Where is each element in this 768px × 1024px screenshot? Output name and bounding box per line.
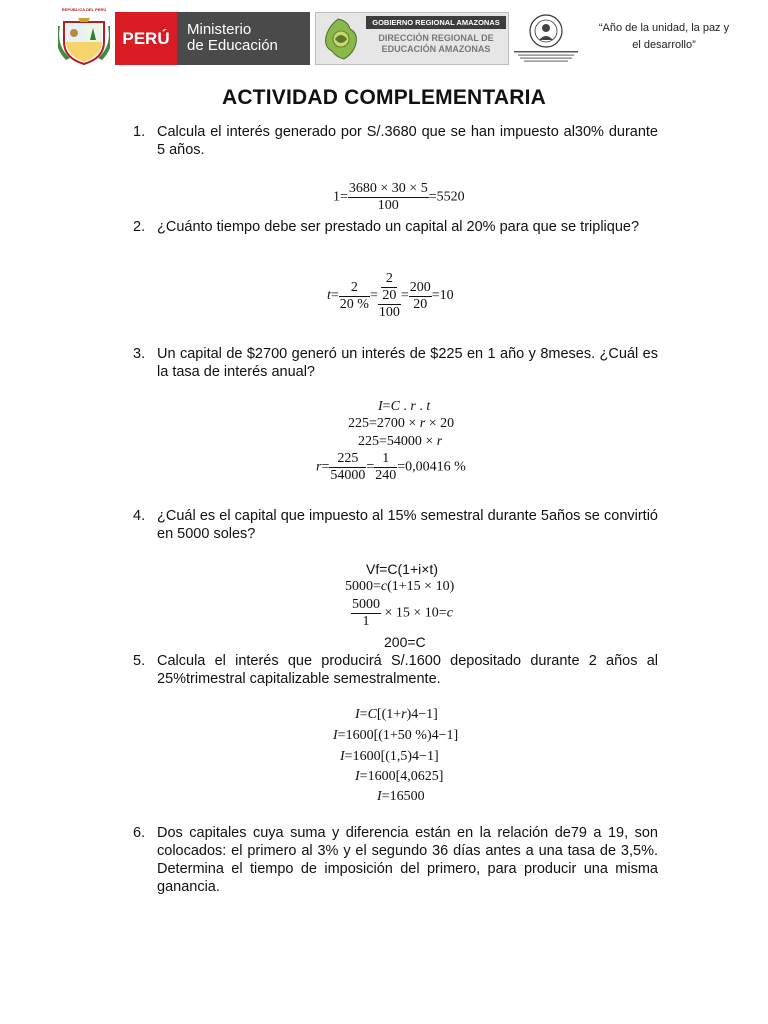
s3-f1-num: 225 [329,451,366,468]
problem-text: ¿Cuál es el capital que impuesto al 15% semestral durante 5años se convirtió en 5000 soles? [157,508,658,542]
solution-3-line-1 [378,399,430,415]
s2-f2-den: 100 [378,305,400,320]
problem-6 [133,824,658,896]
s3-l1-d1: . [399,399,411,414]
s2-eq2: = [369,288,378,304]
s2-fraction-2 [378,271,401,321]
direccion-line2: EDUCACIÓN AMAZONAS [381,44,491,54]
solution-4-line-2 [345,579,454,595]
s5-l1-I: I [355,707,360,722]
slogan-line2: el desarrollo” [632,39,696,51]
s4-l2-b: (1+15 × 10) [387,579,455,594]
s5-l5-a: =16500 [381,789,425,804]
s5-l1-C: C [367,707,377,722]
solution-3-line-4 [316,451,466,484]
solution-5-line-3 [340,749,439,765]
s4-l3-num: 5000 [352,597,380,612]
solution-1 [333,181,465,214]
ministerio-logo [115,12,310,65]
s5-l5-I: I [377,789,382,804]
s3-f1-den: 54000 [330,468,366,483]
s5-l1-c: )4−1] [406,707,438,722]
solution-5-line-4 [355,769,443,785]
s1-num: 3680 × 30 × 5 [348,181,428,196]
s3-l1-d2: . [415,399,427,414]
problem-text: Dos capitales cuya suma y diferencia están en la relación de79 a 19, son colocados: el primero al 3% y el segundo 36 días antes a una tasa de 3,5%. Determina el tiempo de imposición del primero, para producir una misma ganancia. [157,825,658,895]
s1-lhs: 1= [333,189,348,205]
direccion-line1: DIRECCIÓN REGIONAL DE [378,33,494,43]
ministerio-label [177,12,310,65]
s3-fraction-2 [374,451,397,484]
s1-den: 100 [377,198,399,213]
problem-number: 6. [133,825,146,841]
slogan-line1: “Año de la unidad, la paz y [598,22,730,34]
s3-l2-a: 225=2700 × [348,416,420,431]
problem-text: Un capital de $2700 generó un interés de $225 en 1 año y 8meses. ¿Cuál es la tasa de interés anual? [157,346,658,380]
problem-4 [133,507,658,543]
solution-5-line-1 [355,707,438,723]
s5-l1-b: [(1+ [376,707,402,722]
s2-eq3: = [400,288,409,304]
s4-l3-den: 1 [362,614,370,629]
s5-l4-a: =1600[4,0625] [359,769,444,784]
year-slogan [584,20,744,54]
s3-rhs: =0,00416 % [397,459,466,475]
s3-l1-t: t [426,399,431,414]
s2-fraction-1 [339,280,370,313]
s3-l3-a: 225=54000 × [358,434,437,449]
problem-2 [133,218,658,236]
page-header [0,0,768,80]
s4-l3-a: × 15 × 10= [381,605,447,621]
s1-fraction [348,181,429,214]
problem-text: ¿Cuánto tiempo debe ser prestado un capital al 20% para que se triplique? [157,219,640,235]
solution-5-line-5 [377,789,425,805]
s2-f3-num: 200 [409,279,431,295]
s5-l1-a: = [359,707,368,722]
solution-5-line-2 [333,728,458,744]
s1-rhs: =5520 [428,189,465,205]
s2-f1-den: 20 % [339,296,369,312]
s2-f1-num: 2 [339,280,370,297]
gobierno-regional-logo [315,12,509,65]
s3-fraction-1 [329,451,366,484]
s4-l2-a: 5000= [345,579,381,594]
solution-4-line-1: Vf=C(1+i×t) [366,561,438,577]
s3-l1-r: r [410,399,416,414]
problem-1 [133,123,658,159]
s5-l4-I: I [355,769,360,784]
problem-number: 4. [133,508,146,524]
s4-l3-c: c [446,605,453,621]
s2-f2-top: 2 [381,271,397,288]
problem-3 [133,345,658,381]
solution-2 [327,271,454,321]
s3-l1-eq: = [382,399,391,414]
s3-f2-num: 1 [374,451,397,468]
ministerio-line1: Ministerio [187,21,252,38]
s2-rhs: =10 [431,288,454,304]
solution-4-line-4: 200=C [384,634,426,650]
amazonas-map-icon [320,17,362,61]
s2-f2-inner [381,271,397,304]
seal-caption-icon [512,50,580,64]
s3-f2-den: 240 [375,468,397,483]
solution-4-line-3 [351,597,453,630]
problem-text: Calcula el interés generado por S/.3680 que se han impuesto al30% durante 5 años. [157,124,658,158]
s2-f2-mid: 20 [382,288,397,303]
s5-l1-r: r [401,707,407,722]
peru-label: PERÚ [115,12,177,65]
s5-l3-I: I [340,749,345,764]
problem-number: 2. [133,219,146,235]
s2-fraction-3 [409,280,432,313]
s3-l2-b: × 20 [425,416,455,431]
direccion-label [366,33,506,55]
s4-l2-c: c [380,579,388,594]
s3-l1-I: I [378,399,383,414]
s5-l2-a: =1600[(1+50 %)4−1] [337,728,459,743]
s5-l2-I: I [333,728,338,743]
peru-coat-of-arms-icon [58,12,110,66]
solution-3-line-3 [358,434,442,450]
ministerio-line2: de Educación [187,37,278,54]
s5-l3-a: =1600[(1,5)4−1] [344,749,439,764]
problem-text: Calcula el interés que producirá S/.1600 depositado durante 2 años al 25%trimestral capitalizable semestralmente. [157,653,658,687]
s2-t: t [327,288,331,304]
s4-fraction [351,597,381,630]
s3-eq2: = [366,459,375,475]
s3-l4-eq: = [321,459,330,475]
problem-number: 1. [133,124,146,140]
school-seal [512,14,580,64]
s3-l1-C: C [390,399,400,414]
s2-f2-num [378,271,401,305]
s3-l3-r: r [436,434,443,449]
gobierno-label: GOBIERNO REGIONAL AMAZONAS [366,16,506,29]
s3-l4-r: r [316,459,322,475]
page-title: ACTIVIDAD COMPLEMENTARIA [221,86,547,109]
solution-3-line-2 [348,416,454,432]
problem-number: 3. [133,346,146,362]
shield-caption: REPÚBLICA DEL PERÚ [61,7,107,12]
s2-f3-den: 20 [413,296,428,312]
problem-number: 5. [133,653,146,669]
s3-l2-r: r [419,416,426,431]
problem-5 [133,652,658,688]
school-seal-icon [529,14,563,48]
s2-eq1: = [330,288,339,304]
